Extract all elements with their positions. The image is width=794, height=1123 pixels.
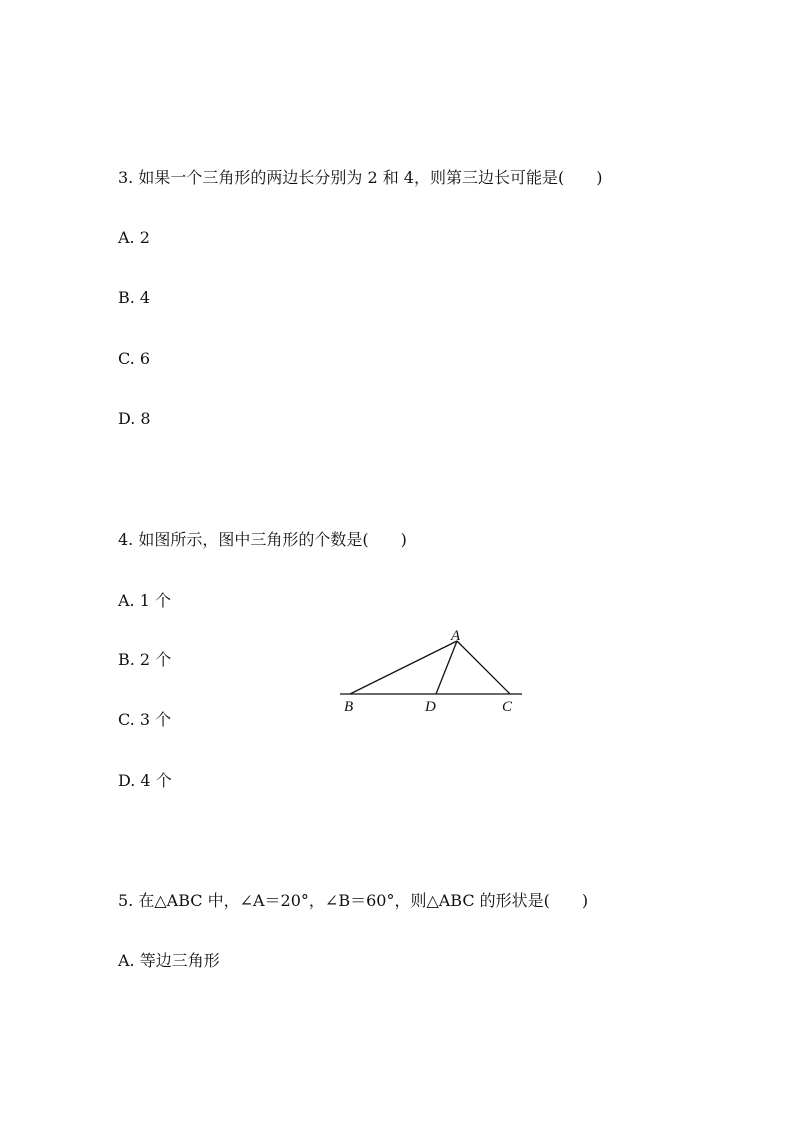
- question-3-option-b: B. 4: [118, 288, 151, 307]
- label-c: C: [502, 699, 513, 715]
- segment-ac: [457, 641, 510, 694]
- question-4-stem: 4. 如图所示，图中三角形的个数是( ): [118, 530, 407, 549]
- question-3-option-a: A. 2: [118, 228, 150, 247]
- question-3-option-c: C. 6: [118, 349, 151, 368]
- question-5-option-a: A. 等边三角形: [118, 951, 220, 970]
- triangle-figure: [330, 624, 530, 728]
- question-3-option-d: D. 8: [118, 409, 151, 428]
- question-4-option-a: A. 1 个: [118, 591, 171, 610]
- triangle-diagram: [330, 624, 530, 724]
- label-b: B: [344, 699, 354, 715]
- question-4-option-d: D. 4 个: [118, 771, 172, 790]
- question-3-stem: 3. 如果一个三角形的两边长分别为 2 和 4，则第三边长可能是( ): [118, 168, 603, 187]
- question-5-stem: 5. 在△ABC 中，∠A＝20°，∠B＝60°，则△ABC 的形状是( ): [118, 891, 589, 910]
- label-a: A: [451, 628, 461, 644]
- question-4-option-b: B. 2 个: [118, 650, 172, 669]
- segment-ad: [436, 641, 457, 694]
- question-4-option-c: C. 3 个: [118, 710, 172, 729]
- label-d: D: [425, 699, 436, 715]
- segment-ab: [350, 641, 457, 694]
